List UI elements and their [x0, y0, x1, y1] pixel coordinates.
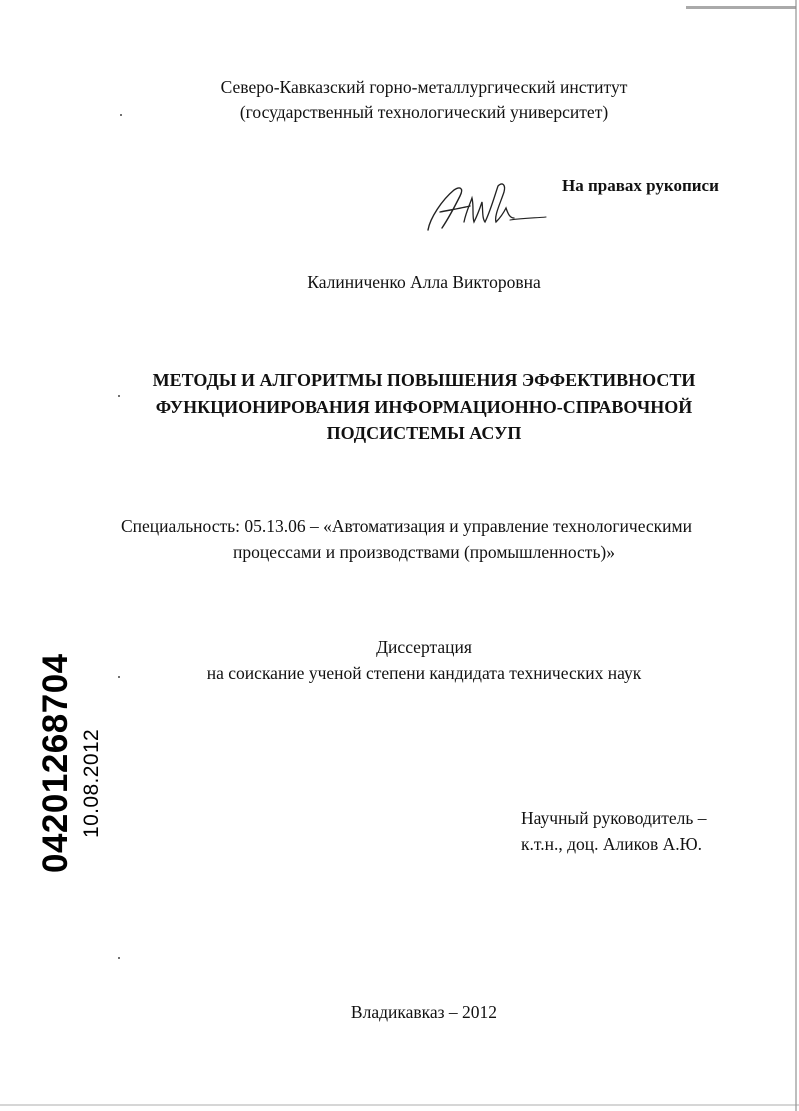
- scan-speck: [118, 957, 120, 959]
- institute-subtitle: (государственный технологический университет): [239, 102, 609, 122]
- thesis-title-line-2: ФУНКЦИОНИРОВАНИЯ ИНФОРМАЦИОННО-СПРАВОЧНОЙ: [155, 397, 693, 417]
- thesis-title-line-1: МЕТОДЫ И АЛГОРИТМЫ ПОВЫШЕНИЯ ЭФФЕКТИВНОСТИ: [152, 370, 696, 390]
- thesis-title-line-3: ПОДСИСТЕМЫ АСУП: [326, 423, 522, 443]
- dissertation-degree: на соискание ученой степени кандидата технических наук: [206, 663, 642, 683]
- scan-speck: [120, 114, 122, 116]
- scan-speck: [118, 676, 120, 678]
- author-name: Калиниченко Алла Викторовна: [307, 272, 541, 292]
- supervisor-label: Научный руководитель –: [521, 808, 707, 828]
- scan-edge-bottom: [0, 1104, 799, 1106]
- city-year: Владикавказ – 2012: [350, 1002, 498, 1022]
- scan-edge-top: [686, 6, 796, 9]
- dissertation-label: Диссертация: [376, 637, 472, 657]
- institute-name: Северо-Кавказский горно-металлургический институт: [220, 77, 628, 97]
- specialty-line-2: процессами и производствами (промышленность)»: [232, 542, 616, 562]
- library-stamp-number: 04201268704: [36, 653, 75, 873]
- supervisor-name: к.т.н., доц. Аликов А.Ю.: [521, 834, 702, 854]
- scan-speck: [118, 395, 120, 397]
- signature: [420, 178, 550, 238]
- specialty-line-1: Специальность: 05.13.06 – «Автоматизация и управление технологическими: [121, 516, 692, 536]
- manuscript-rights-note: На правах рукописи: [562, 176, 719, 195]
- library-stamp-date: 10.08.2012: [80, 728, 103, 838]
